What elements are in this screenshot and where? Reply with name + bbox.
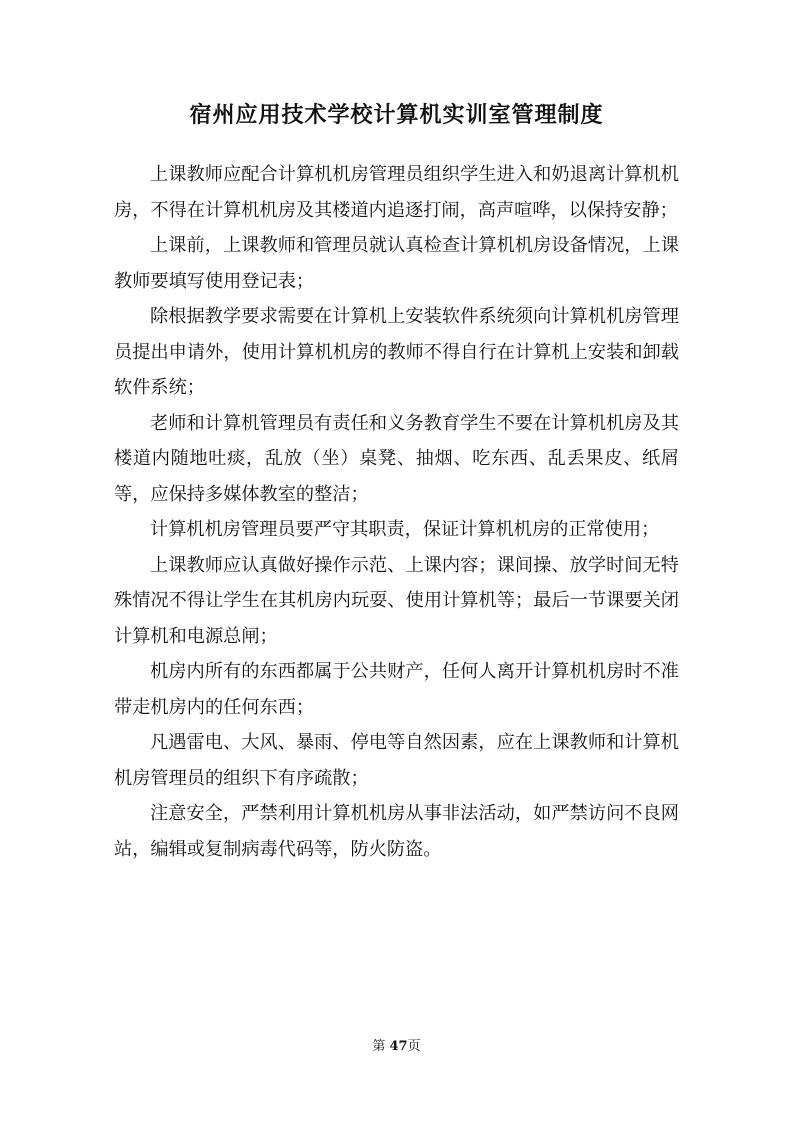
rule-paragraph-8: 凡遇雷电、大风、暴雨、停电等自然因素，应在上课教师和计算机机房管理员的组织下有序疏散； — [114, 732, 679, 789]
rule-paragraph-9: 注意安全，严禁利用计算机机房从事非法活动，如严禁访问不良网站，编辑或复制病毒代码等，防火防盗。 — [114, 803, 679, 860]
page-label-prefix: 第 — [372, 1039, 390, 1054]
rule-paragraph-3: 除根据教学要求需要在计算机上安装软件系统须向计算机机房管理员提出申请外，使用计算机机房的教师不得自行在计算机上安装和卸载软件系统； — [114, 306, 679, 398]
rule-paragraph-6: 上课教师应认真做好操作示范、上课内容；课间操、放学时间无特殊情况不得让学生在其机房内玩耍、使用计算机等；最后一节课要关闭计算机和电源总闸； — [114, 554, 679, 647]
rule-paragraph-7: 机房内所有的东西都属于公共财产，任何人离开计算机机房时不准带走机房内的任何东西； — [114, 661, 679, 718]
page-footer — [0, 1038, 793, 1056]
rule-paragraph-2: 上课前，上课教师和管理员就认真检查计算机机房设备情况，上课教师要填写使用登记表； — [114, 235, 679, 292]
page-label-suffix: 页 — [407, 1039, 421, 1054]
rule-paragraph-5: 计算机机房管理员要严守其职责，保证计算机机房的正常使用； — [150, 519, 660, 540]
rule-paragraph-4: 老师和计算机管理员有责任和义务教育学生不要在计算机机房及其楼道内随地吐痰，乱放（坐）桌凳、抽烟、吃东西、乱丢果皮、纸屑等，应保持多媒体教室的整洁； — [114, 412, 679, 505]
document-title: 宿州应用技术学校计算机实训室管理制度 — [189, 103, 604, 128]
document-body — [114, 157, 679, 867]
page-number: 47 — [389, 1039, 408, 1054]
rule-paragraph-1: 上课教师应配合计算机机房管理员组织学生进入和奶退离计算机机房，不得在计算机机房及其楼道内追逐打闹，高声喧哗，以保持安静； — [114, 164, 679, 221]
